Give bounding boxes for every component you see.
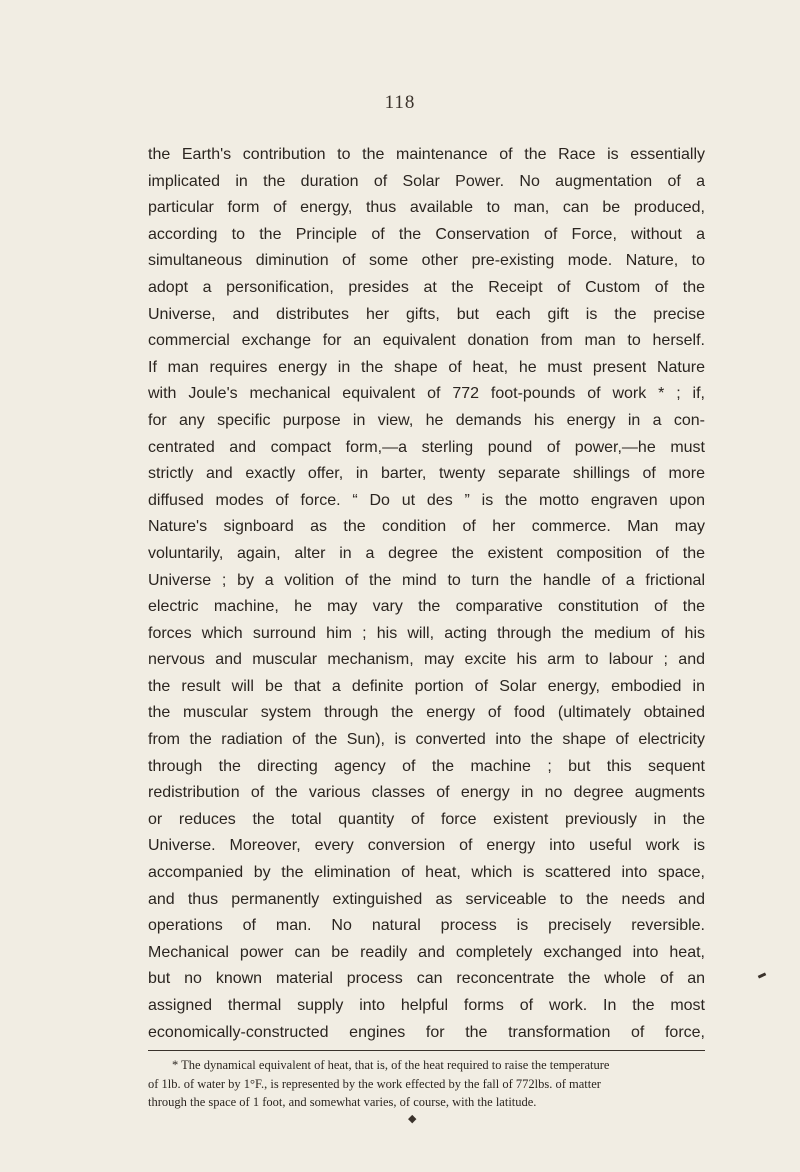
body-line: or reduces the total quantity of force existent previously in the bbox=[148, 810, 705, 828]
body-line: Universe, and distributes her gifts, but each gift is the precise bbox=[148, 305, 705, 323]
footnote-line: * The dynamical equivalent of heat, that is, of the heat required to raise the temperature bbox=[172, 1058, 610, 1072]
page-number: 118 bbox=[384, 92, 416, 113]
body-line: but no known material process can reconcentrate the whole of an bbox=[148, 970, 705, 988]
body-line: for any specific purpose in view, he demands his energy in a con- bbox=[148, 411, 705, 429]
body-line: diffused modes of force. “ Do ut des ” is the motto engraven upon bbox=[148, 491, 705, 509]
footnote bbox=[148, 1056, 708, 1112]
body-line: operations of man. No natural process is precisely reversible. bbox=[148, 917, 705, 935]
body-line: from the radiation of the Sun), is converted into the shape of electricity bbox=[148, 731, 705, 749]
margin-mark bbox=[758, 972, 767, 978]
body-line: Universe. Moreover, every conversion of energy into useful work is bbox=[148, 837, 705, 855]
body-line: assigned thermal supply into helpful forms of work. In the most bbox=[148, 997, 705, 1014]
body-line: Nature's signboard as the condition of her commerce. Man may bbox=[148, 518, 705, 536]
body-line: the result will be that a definite portion of Solar energy, embodied in bbox=[148, 677, 705, 695]
body-line: electric machine, he may vary the comparative constitution of the bbox=[148, 598, 705, 616]
body-line: accompanied by the elimination of heat, which is scattered into space, bbox=[148, 864, 705, 882]
body-line: Mechanical power can be readily and completely exchanged into heat, bbox=[148, 943, 705, 961]
body-line: the Earth's contribution to the maintenance of the Race is essentially bbox=[148, 146, 705, 163]
body-line: forces which surround him ; his will, acting through the medium of his bbox=[148, 624, 705, 642]
body-line: centrated and compact form,—a sterling pound of power,—he must bbox=[148, 438, 705, 456]
body-line: Universe ; by a volition of the mind to turn the handle of a frictional bbox=[148, 571, 705, 589]
body-line: commercial exchange for an equivalent donation from man to herself. bbox=[148, 332, 705, 350]
body-line: nervous and muscular mechanism, may excite his arm to labour ; and bbox=[148, 651, 705, 669]
body-line: particular form of energy, thus available to man, can be produced, bbox=[148, 199, 705, 217]
body-line: adopt a personification, presides at the Receipt of Custom of the bbox=[148, 278, 705, 296]
body-line: If man requires energy in the shape of heat, he must present Nature bbox=[148, 358, 705, 376]
body-line: economically-constructed engines for the transformation of force, bbox=[148, 1023, 705, 1041]
body-text bbox=[148, 142, 705, 1046]
footnote-rule bbox=[148, 1050, 705, 1051]
body-line: through the directing agency of the machine ; but this sequent bbox=[148, 757, 705, 775]
footnote-line: of 1lb. of water by 1°F., is represented by the work effected by the fall of 772lbs. of matter bbox=[148, 1076, 601, 1091]
body-line: voluntarily, again, alter in a degree the existent composition of the bbox=[148, 544, 705, 562]
footnote-line: through the space of 1 foot, and somewhat varies, of course, with the latitude. bbox=[148, 1095, 537, 1109]
body-line: strictly and exactly offer, in barter, twenty separate shillings of more bbox=[148, 465, 705, 483]
body-line: simultaneous diminution of some other pre-existing mode. Nature, to bbox=[148, 252, 705, 270]
body-line: redistribution of the various classes of energy in no degree augments bbox=[148, 784, 705, 802]
bottom-mark: ◆ bbox=[408, 1113, 417, 1125]
body-line: with Joule's mechanical equivalent of 772 foot-pounds of work * ; if, bbox=[148, 385, 705, 403]
body-line: according to the Principle of the Conservation of Force, without a bbox=[148, 225, 705, 243]
body-line: implicated in the duration of Solar Power. No augmentation of a bbox=[148, 172, 705, 190]
body-line: the muscular system through the energy of food (ultimately obtained bbox=[148, 704, 705, 722]
body-line: and thus permanently extinguished as serviceable to the needs and bbox=[148, 890, 705, 908]
